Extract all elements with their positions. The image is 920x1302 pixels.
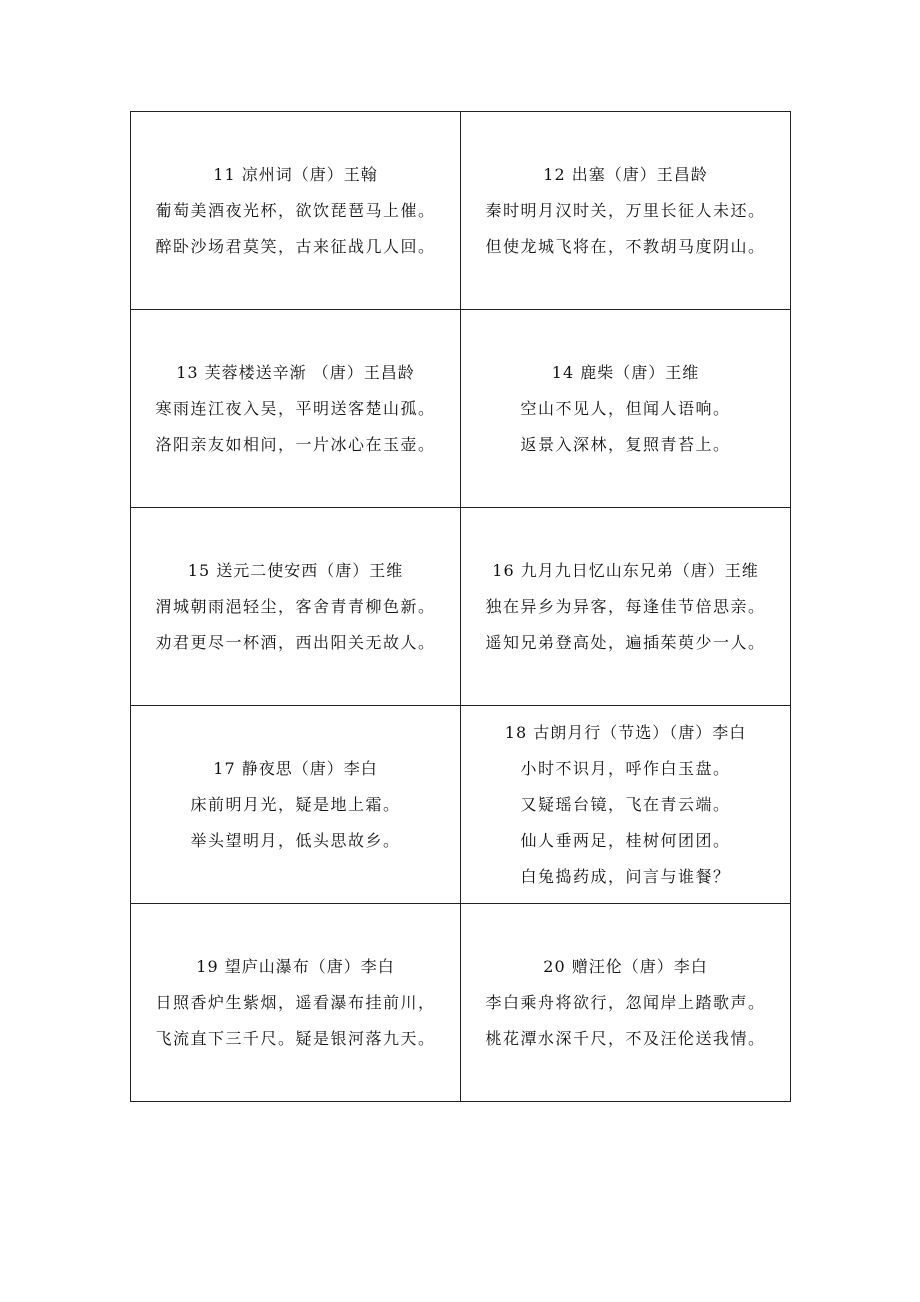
poem-line: 渭城朝雨浥轻尘，客舍青青柳色新。 (155, 596, 436, 616)
poem-line: 仙人垂两足，桂树何团团。 (520, 830, 731, 850)
poem-title: 11 凉州词（唐）王翰 (213, 164, 378, 184)
poem-cell-14 (461, 310, 791, 508)
poem-line: 又疑瑶台镜，飞在青云端。 (520, 794, 731, 814)
poem-cell-20 (461, 904, 791, 1102)
poem-title: 20 赠汪伦（唐）李白 (543, 956, 708, 976)
poem-cell-16 (461, 508, 791, 706)
poem-title: 14 鹿柴（唐）王维 (551, 362, 700, 382)
poem-title: 19 望庐山瀑布（唐）李白 (196, 956, 395, 976)
poem-title: 18 古朗月行（节选）（唐）李白 (504, 722, 747, 742)
poem-line: 返景入深林，复照青苔上。 (520, 434, 731, 454)
poem-card (131, 508, 460, 705)
poem-line: 独在异乡为异客，每逢佳节倍思亲。 (485, 596, 766, 616)
poem-card (461, 706, 790, 903)
poem-title: 17 静夜思（唐）李白 (213, 758, 378, 778)
table-row (131, 508, 791, 706)
poem-title: 15 送元二使安西（唐）王维 (187, 560, 404, 580)
poem-card (461, 508, 790, 705)
poem-table (130, 111, 791, 1102)
poem-line: 洛阳亲友如相问，一片冰心在玉壶。 (155, 434, 436, 454)
poem-line: 醉卧沙场君莫笑，古来征战几人回。 (155, 236, 436, 256)
poem-title: 12 出塞（唐）王昌龄 (543, 164, 708, 184)
poem-line: 寒雨连江夜入吴，平明送客楚山孤。 (155, 398, 436, 418)
poem-title: 16 九月九日忆山东兄弟（唐）王维 (492, 560, 759, 580)
poem-card (461, 310, 790, 507)
poem-cell-19 (131, 904, 461, 1102)
poem-line: 劝君更尽一杯酒，西出阳关无故人。 (155, 632, 436, 652)
poem-line: 床前明月光，疑是地上霜。 (190, 794, 401, 814)
poem-line: 飞流直下三千尺。疑是银河落九天。 (155, 1028, 436, 1048)
poem-line: 白兔捣药成，问言与谁餐？ (520, 866, 731, 886)
poem-line: 日照香炉生紫烟，遥看瀑布挂前川， (155, 992, 436, 1012)
poem-cell-17 (131, 706, 461, 904)
poem-cell-11 (131, 112, 461, 310)
table-row (131, 112, 791, 310)
poem-cell-13 (131, 310, 461, 508)
poem-line: 空山不见人，但闻人语响。 (520, 398, 731, 418)
poem-line: 葡萄美酒夜光杯，欲饮琵琶马上催。 (155, 200, 436, 220)
poem-card (461, 112, 790, 309)
poem-line: 遥知兄弟登高处，遍插茱萸少一人。 (485, 632, 766, 652)
poem-line: 桃花潭水深千尺，不及汪伦送我情。 (485, 1028, 766, 1048)
poem-line: 李白乘舟将欲行，忽闻岸上踏歌声。 (485, 992, 766, 1012)
table-row (131, 904, 791, 1102)
poem-card (131, 112, 460, 309)
poem-card (131, 904, 460, 1101)
poem-line: 小时不识月，呼作白玉盘。 (520, 758, 731, 778)
poem-line: 秦时明月汉时关，万里长征人未还。 (485, 200, 766, 220)
table-row (131, 706, 791, 904)
poem-title: 13 芙蓉楼送辛渐 （唐）王昌龄 (176, 362, 415, 382)
poem-cell-15 (131, 508, 461, 706)
poem-card (461, 904, 790, 1101)
poem-line: 举头望明月，低头思故乡。 (190, 830, 401, 850)
poem-card (131, 706, 460, 903)
poem-card (131, 310, 460, 507)
poem-line: 但使龙城飞将在，不教胡马度阴山。 (485, 236, 766, 256)
poem-cell-18 (461, 706, 791, 904)
poem-cell-12 (461, 112, 791, 310)
table-row (131, 310, 791, 508)
